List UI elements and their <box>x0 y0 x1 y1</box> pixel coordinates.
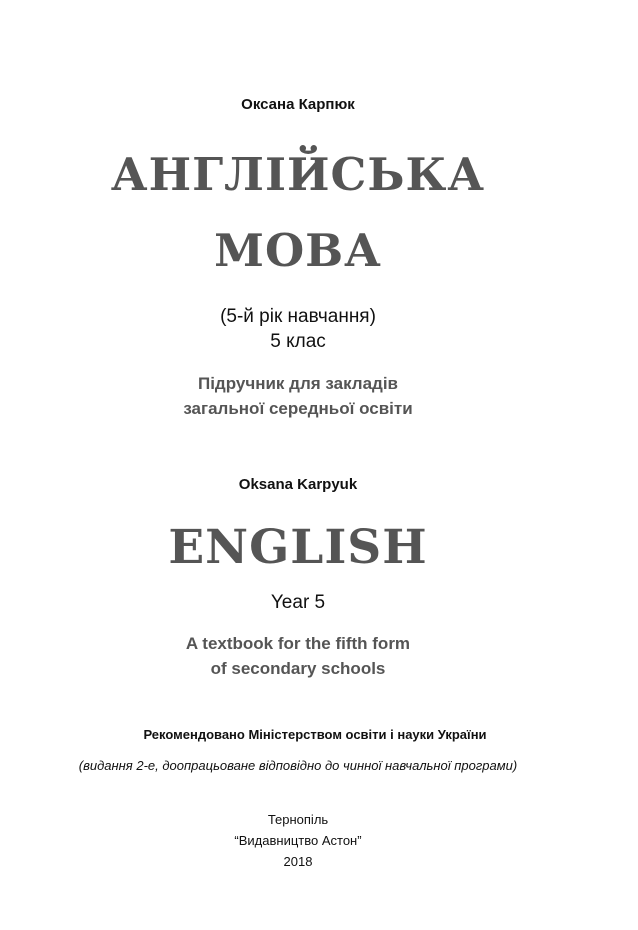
description-ukrainian-line1: Підручник для закладів <box>197 374 398 393</box>
year-english: Year 5 <box>270 592 326 613</box>
study-year-ukrainian: (5-й рік навчання) <box>220 306 376 327</box>
book-title-ukrainian-line2: МОВА <box>214 224 382 277</box>
imprint-publisher: “Видавництво Астон” <box>234 833 362 848</box>
description-english-line1: A textbook for the fifth form <box>185 634 411 653</box>
book-title-english: ENGLISH <box>168 520 428 575</box>
imprint-city: Тернопіль <box>267 812 329 827</box>
description-ukrainian-line2: загальної середньої освіти <box>183 399 413 418</box>
book-title-ukrainian-line1: АНГЛІЙСЬКА <box>110 148 486 201</box>
imprint-year: 2018 <box>283 854 313 869</box>
edition-note: (видання 2-е, доопрацьоване відповідно до чинної навчальної програми) <box>78 758 518 773</box>
author-ukrainian: Оксана Карпюк <box>241 96 355 113</box>
grade-ukrainian: 5 клас <box>270 331 326 352</box>
ministry-approval: Рекомендовано Міністерством освіти і науки України <box>143 727 487 742</box>
description-english-line2: of secondary schools <box>210 659 386 678</box>
author-english: Oksana Karpyuk <box>238 476 358 493</box>
